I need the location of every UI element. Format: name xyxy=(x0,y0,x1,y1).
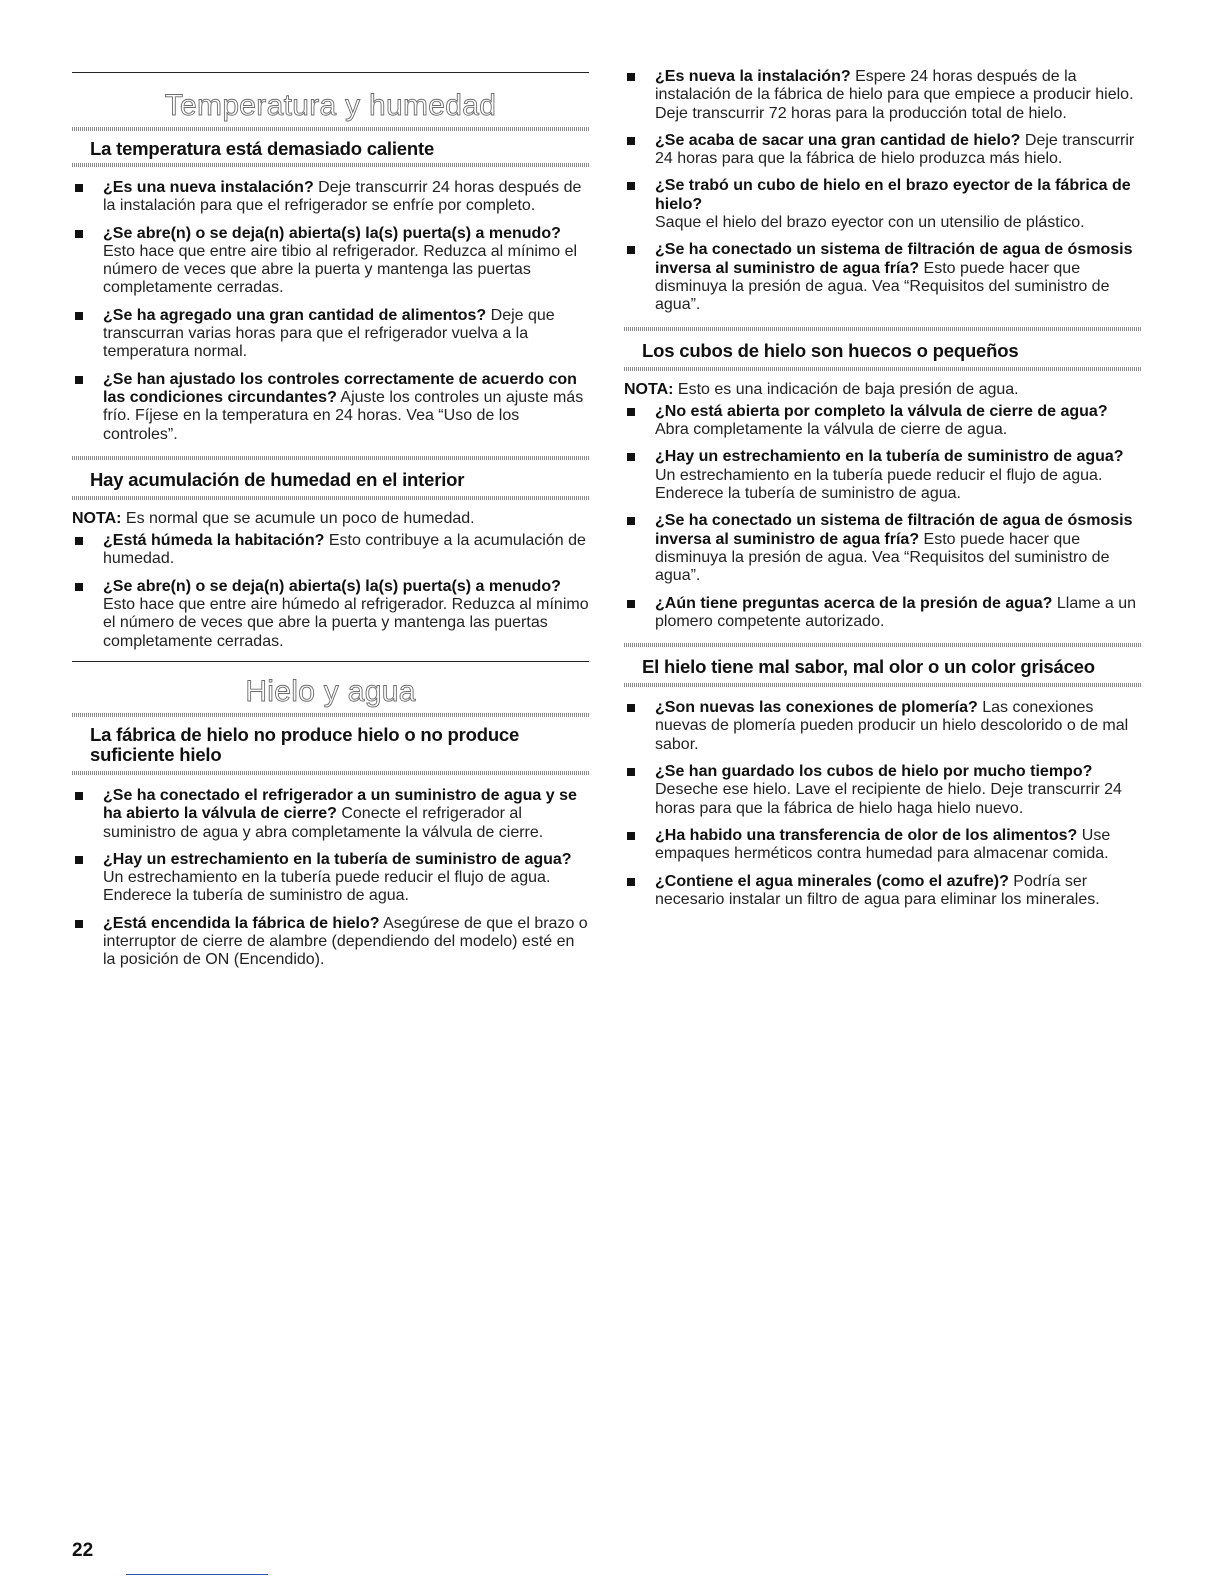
divider xyxy=(72,456,589,460)
list-item: ¿Se abre(n) o se deja(n) abierta(s) la(s) puerta(s) a menudo? Esto hace que entre aire tibio al refrigerador. Reduzca al mínimo el número de veces que abre la puerta y mantenga las puertas completamente cerradas. xyxy=(72,225,589,298)
footer-rule xyxy=(126,1574,268,1575)
list-item: ¿Se ha conectado un sistema de filtración de agua de ósmosis inversa al suministro de agua fría? Esto puede hacer que disminuya la presión de agua. Vea “Requisitos del suministro de agua”. xyxy=(624,241,1142,314)
list-item: ¿Se ha conectado el refrigerador a un suministro de agua y se ha abierto la válvula de cierre? Conecte el refrigerador al suministro de agua y abra completamente la válvula de cierre. xyxy=(72,787,589,842)
list-item: ¿Son nuevas las conexiones de plomería? Las conexiones nuevas de plomería pueden producir un hielo descolorido o de mal sabor. xyxy=(624,699,1142,754)
list-item: ¿Contiene el agua minerales (como el azufre)? Podría ser necesario instalar un filtro de agua para eliminar los minerales. xyxy=(624,873,1142,910)
troubleshoot-list xyxy=(624,403,1142,631)
troubleshoot-list xyxy=(72,787,589,970)
subsection-heading: El hielo tiene mal sabor, mal olor o un color grisáceo xyxy=(642,656,1095,678)
temperature-humidity-section xyxy=(72,72,589,131)
troubleshoot-list xyxy=(624,699,1142,909)
list-item: ¿Ha habido una transferencia de olor de los alimentos? Use empaques herméticos contra humedad para almacenar comida. xyxy=(624,827,1142,864)
left-column xyxy=(72,0,589,979)
subsection-heading: Los cubos de hielo son huecos o pequeños xyxy=(642,339,1019,361)
section-title: Temperatura y humedad xyxy=(164,89,497,122)
list-item: ¿Se trabó un cubo de hielo en el brazo eyector de la fábrica de hielo? Saque el hielo del brazo eyector con un utensilio de plástico. xyxy=(624,177,1142,232)
divider xyxy=(72,496,589,500)
list-item: ¿Está húmeda la habitación? Esto contribuye a la acumulación de humedad. xyxy=(72,532,589,569)
divider xyxy=(624,683,1142,687)
divider xyxy=(72,163,589,167)
troubleshoot-list xyxy=(72,179,589,444)
divider xyxy=(624,643,1142,647)
divider xyxy=(624,367,1142,371)
list-item: ¿Se ha conectado un sistema de filtración de agua de ósmosis inversa al suministro de agua fría? Esto puede hacer que disminuya la presión de agua. Vea “Requisitos del suministro de agua”. xyxy=(624,512,1142,585)
list-item: ¿Se han ajustado los controles correctamente de acuerdo con las condiciones circundantes? Ajuste los controles un ajuste más frío. Fíjese en la temperatura en 24 horas. Vea “Uso de los controles”. xyxy=(72,371,589,444)
list-item: ¿Se abre(n) o se deja(n) abierta(s) la(s) puerta(s) a menudo? Esto hace que entre aire húmedo al refrigerador. Reduzca al mínimo el número de veces que abre la puerta y mantenga las puertas completamente cerradas. xyxy=(72,578,589,651)
divider xyxy=(72,127,589,131)
list-item: ¿No está abierta por completo la válvula de cierre de agua? Abra completamente la válvula de cierre de agua. xyxy=(624,403,1142,440)
page-number: 22 xyxy=(72,1540,94,1561)
troubleshoot-list xyxy=(72,532,589,651)
list-item: ¿Se ha agregado una gran cantidad de alimentos? Deje que transcurran varias horas para que el refrigerador vuelva a la temperatura normal. xyxy=(72,307,589,362)
list-item: ¿Es nueva la instalación? Espere 24 horas después de la instalación de la fábrica de hielo para que empiece a producir hielo. Deje transcurrir 72 horas para la producción total de hielo. xyxy=(624,68,1142,123)
note: NOTA: Es normal que se acumule un poco de humedad. xyxy=(72,509,475,527)
list-item: ¿Aún tiene preguntas acerca de la presión de agua? Llame a un plomero competente autorizado. xyxy=(624,595,1142,632)
list-item: ¿Hay un estrechamiento en la tubería de suministro de agua? Un estrechamiento en la tubería puede reducir el flujo de agua. Enderece la tubería de suministro de agua. xyxy=(624,448,1142,503)
ice-water-section xyxy=(72,661,589,717)
divider xyxy=(72,713,589,717)
list-item: ¿Es una nueva instalación? Deje transcurrir 24 horas después de la instalación para que el refrigerador se enfríe por completo. xyxy=(72,179,589,216)
divider xyxy=(72,771,589,775)
list-item: ¿Se han guardado los cubos de hielo por mucho tiempo? Deseche ese hielo. Lave el recipiente de hielo. Deje transcurrir 24 horas para que la fábrica de hielo haga hielo nuevo. xyxy=(624,763,1142,818)
subsection-heading: La fábrica de hielo no produce hielo o no produce suficiente hielo xyxy=(90,723,520,765)
troubleshoot-list xyxy=(624,68,1142,315)
list-item: ¿Hay un estrechamiento en la tubería de suministro de agua? Un estrechamiento en la tubería puede reducir el flujo de agua. Enderece la tubería de suministro de agua. xyxy=(72,851,589,906)
list-item: ¿Se acaba de sacar una gran cantidad de hielo? Deje transcurrir 24 horas para que la fábrica de hielo produzca más hielo. xyxy=(624,132,1142,169)
list-item: ¿Está encendida la fábrica de hielo? Asegúrese de que el brazo o interruptor de cierre de alambre (dependiendo del modelo) esté en la posición de ON (Encendido). xyxy=(72,915,589,970)
right-column xyxy=(624,0,1142,918)
subsection-heading: Hay acumulación de humedad en el interior xyxy=(90,468,465,490)
note: NOTA: Esto es una indicación de baja presión de agua. xyxy=(624,380,1019,398)
subsection-heading: La temperatura está demasiado caliente xyxy=(90,138,435,159)
divider xyxy=(624,327,1142,331)
section-title: Hielo y agua xyxy=(245,674,416,708)
